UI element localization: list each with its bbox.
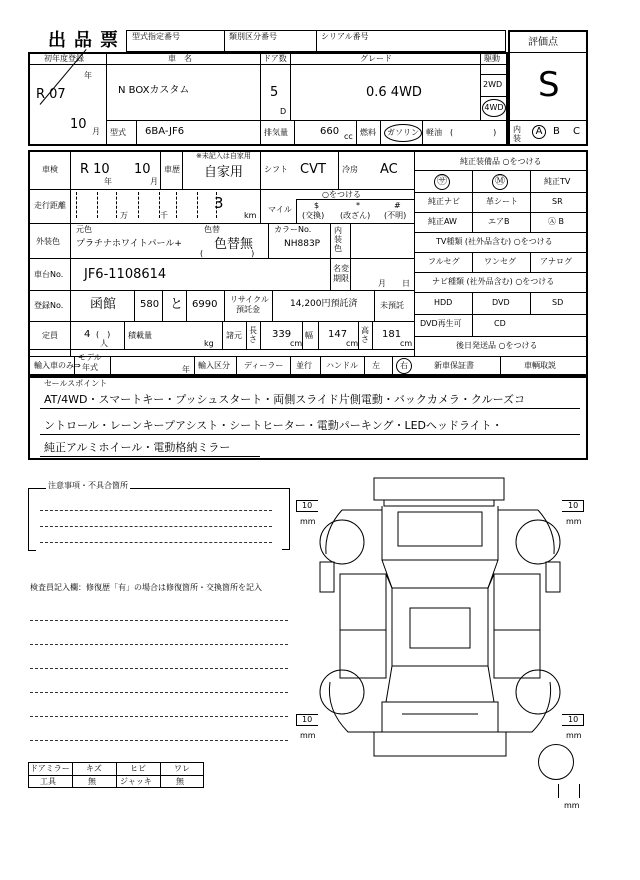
- later-manual: 車輌取説: [524, 361, 556, 370]
- name-change-day: 日: [402, 279, 410, 288]
- height-label: 高さ: [361, 326, 369, 344]
- header-field3: シリアル番号: [321, 32, 369, 41]
- mileage-opt3b: (不明): [384, 211, 407, 220]
- equip-aw: 純正AW: [428, 217, 457, 226]
- sales-points-label: セールスポイント: [44, 379, 108, 388]
- tv-analog: アナログ: [540, 257, 572, 266]
- model-year-unit: 年: [182, 365, 190, 374]
- color-change: 色替無: [214, 237, 254, 252]
- registration-place: 函館: [90, 297, 117, 312]
- shift-value: CVT: [300, 162, 326, 177]
- equip-tv: 純正TV: [544, 177, 571, 186]
- recycle-not: 未預託: [380, 301, 404, 310]
- legend-crack: ヒビ: [130, 764, 146, 773]
- interior-label: 内装: [513, 125, 521, 143]
- drive-4wd: 4WD: [482, 99, 506, 117]
- sales-line2: ントロール・レーンキープアシスト・シートヒーター・電動パーキング・LEDヘッドライト・: [44, 419, 503, 432]
- equip-manual: Ⓜ: [492, 174, 508, 190]
- recycle-label1: リサイクル: [230, 295, 269, 304]
- length-label: 長さ: [249, 326, 257, 344]
- equipment-title: 純正装備品 ○をつける: [460, 157, 542, 166]
- rating-label: 評価点: [528, 37, 558, 48]
- inspector-label: 検査員記入欄：修復歴「有」の場合は修復箇所・交換箇所を記入: [30, 583, 262, 592]
- mileage-label: 走行距離: [34, 201, 66, 210]
- size-label: 諸元: [226, 331, 242, 340]
- dvd-playback-label: DVD再生可: [420, 319, 462, 328]
- inspection-label: 車検: [42, 165, 58, 174]
- tire-fr-value: 10: [568, 501, 579, 510]
- equip-navi: 純正ナビ: [428, 197, 460, 206]
- equip-airbag: エアB: [488, 217, 510, 226]
- handle-label: ハンドル: [326, 361, 358, 370]
- displacement-cc: cc: [344, 132, 353, 141]
- equip-leather: 革シート: [486, 197, 518, 206]
- color-no: NH883P: [284, 239, 321, 249]
- ac-value: AC: [380, 162, 398, 177]
- equip-smartkey: ㋚: [434, 174, 450, 190]
- car-name: N BOXカスタム: [118, 85, 190, 96]
- capacity-person: 人: [100, 339, 108, 348]
- interior-color-label: 内装色: [334, 226, 342, 253]
- legend-tools-none: 無: [88, 777, 96, 786]
- legend-tools: 工具: [40, 777, 56, 786]
- later-title: 後日発送品 ○をつける: [456, 341, 538, 350]
- orig-color: プラチナホワイトパール+: [76, 239, 182, 249]
- handle-right: 右: [396, 358, 412, 374]
- first-reg-month: 10: [70, 117, 87, 132]
- form-title: 出品票: [48, 30, 126, 51]
- inspection-value: R 10: [80, 162, 110, 177]
- doors-value: 5: [270, 85, 279, 100]
- legend-scratch: キズ: [86, 764, 102, 773]
- history-value: 自家用: [204, 165, 244, 180]
- height-cm: cm: [400, 339, 413, 348]
- import-dealer: ディーラー: [244, 361, 284, 370]
- tire-rr-unit: mm: [566, 731, 582, 740]
- model-year-label2: 年式: [82, 363, 98, 372]
- legend-jack-none: 無: [176, 777, 184, 786]
- mile-label: マイル: [268, 205, 292, 214]
- tire-rl-value: 10: [302, 715, 313, 724]
- mileage-value: 3: [214, 194, 224, 212]
- load-kg: kg: [204, 339, 214, 348]
- drive-label: 駆動: [484, 54, 500, 63]
- color-label: 外装色: [36, 237, 60, 246]
- load-label: 積載量: [128, 331, 152, 340]
- tv-title: TV種類 (社外品含む) ○をつける: [436, 237, 553, 246]
- handle-left: 左: [372, 361, 380, 370]
- registration-number: 6990: [192, 299, 218, 310]
- width-label: 幅: [305, 331, 313, 340]
- fuel-label: 燃料: [360, 128, 376, 137]
- fuel-bracket: ( ): [450, 128, 497, 137]
- tire-fl-value: 10: [302, 501, 313, 510]
- first-reg-label: 初年度登録: [44, 54, 84, 63]
- car-damage-diagram: [290, 470, 590, 770]
- legend-break: ワレ: [174, 764, 190, 773]
- legend-door-mirror: ドアミラー: [30, 764, 70, 773]
- equip-airbag-ab: Ⓐ B: [548, 217, 565, 226]
- capacity-paren: ( ): [96, 330, 111, 339]
- header-field2: 類別区分番号: [229, 32, 277, 41]
- length-value: 339: [272, 329, 292, 340]
- color-no-label: カラーNo.: [274, 225, 312, 234]
- drive-2wd: 2WD: [483, 80, 503, 89]
- spare-tire-unit: mm: [564, 801, 580, 810]
- registration-class: 580: [140, 299, 160, 310]
- mileage-opt2a: *: [356, 201, 360, 210]
- mileage-digit-boxes: [76, 192, 234, 218]
- shift-label: シフト: [264, 165, 288, 174]
- mileage-man: 万: [120, 211, 128, 220]
- width-cm: cm: [346, 339, 359, 348]
- navi-hdd: HDD: [434, 298, 453, 307]
- door-suffix: D: [280, 107, 287, 116]
- name-change-label: 名変期限: [333, 264, 349, 283]
- equip-sr: SR: [552, 197, 563, 206]
- chassis-label: 車台No.: [34, 270, 64, 279]
- sales-line3: 純正アルミホイール・電動格納ミラー: [44, 441, 231, 454]
- tire-fr-unit: mm: [566, 517, 582, 526]
- car-name-label: 車 名: [168, 54, 192, 63]
- mileage-circle-note: ○をつける: [322, 190, 361, 199]
- interior-b: B: [553, 126, 560, 137]
- import-kubun-label: 輸入区分: [198, 361, 230, 370]
- registration-label: 登録No.: [34, 301, 64, 310]
- spare-tire-bracket: [558, 784, 580, 798]
- tire-fl-unit: mm: [300, 517, 316, 526]
- capacity-value: 4: [84, 329, 91, 340]
- import-parallel: 並行: [296, 361, 312, 370]
- displacement-label: 排気量: [264, 128, 288, 137]
- navi-title: ナビ種類 (社外品含む) ○をつける: [432, 277, 555, 286]
- cd-label: CD: [494, 319, 506, 328]
- navi-dvd: DVD: [492, 298, 510, 307]
- grade-value: 0.6 4WD: [366, 85, 422, 100]
- tv-oneseg: ワンセグ: [484, 257, 516, 266]
- mileage-km: km: [244, 211, 257, 220]
- inspection-month: 10: [134, 162, 151, 177]
- mileage-sen: 千: [160, 211, 168, 220]
- registration-kana: と: [170, 297, 184, 312]
- model-value: 6BA-JF6: [145, 126, 185, 137]
- import-label: 輸入車のみ⇒: [34, 361, 81, 370]
- fuel-gasoline: ガソリン: [384, 124, 422, 142]
- mileage-opt1b: (交換): [302, 211, 325, 220]
- mileage-opt3a: #: [394, 201, 401, 210]
- history-note: ※未記入は自家用: [196, 152, 251, 160]
- navi-sd: SD: [552, 298, 564, 307]
- doors-label: ドア数: [263, 54, 287, 63]
- interior-c: C: [573, 126, 580, 137]
- legend-jack: ジャッキ: [120, 777, 152, 786]
- first-reg-era: R 07: [36, 87, 66, 102]
- tv-fullseg: フルセグ: [428, 257, 460, 266]
- displacement-value: 660: [320, 126, 340, 137]
- orig-color-label: 元色: [76, 225, 92, 234]
- light-oil-label: 軽油: [426, 128, 442, 137]
- model-label: 型式: [110, 128, 126, 137]
- caution-label: 注意事項・不具合箇所: [48, 481, 128, 490]
- interior-a: A: [532, 125, 546, 139]
- color-paren: ( ): [200, 249, 255, 258]
- capacity-label: 定員: [42, 331, 58, 340]
- tire-rl-unit: mm: [300, 731, 316, 740]
- mileage-opt1a: $: [314, 201, 320, 210]
- history-label: 車歴: [164, 165, 180, 174]
- recycle-value: 14,200円預託済: [290, 299, 358, 309]
- recycle-label2: 預託金: [236, 305, 260, 314]
- rating-value: S: [538, 65, 560, 105]
- mileage-opt2b: (改ざん): [340, 211, 371, 220]
- sales-line1: AT/4WD・スマートキー・プッシュスタート・両側スライド片側電動・バックカメラ・クルーズコ: [44, 393, 526, 406]
- width-value: 147: [328, 329, 348, 340]
- height-value: 181: [382, 329, 402, 340]
- model-year-label1: モデル: [78, 353, 102, 362]
- header-field1: 型式指定番号: [132, 32, 180, 41]
- inspection-year-unit: 年: [104, 177, 112, 186]
- first-reg-month-unit: 月: [92, 127, 100, 136]
- later-warranty: 新車保証書: [434, 361, 474, 370]
- ac-label: 冷房: [342, 165, 358, 174]
- spare-tire-circle: [538, 744, 574, 780]
- chassis-value: JF6-1108614: [84, 267, 167, 282]
- length-cm: cm: [290, 339, 303, 348]
- color-change-label: 色替: [204, 225, 220, 234]
- grade-label: グレード: [360, 54, 392, 63]
- name-change-month: 月: [378, 279, 386, 288]
- inspection-month-unit: 月: [150, 177, 158, 186]
- tire-rr-value: 10: [568, 715, 579, 724]
- first-reg-year-unit: 年: [84, 71, 92, 80]
